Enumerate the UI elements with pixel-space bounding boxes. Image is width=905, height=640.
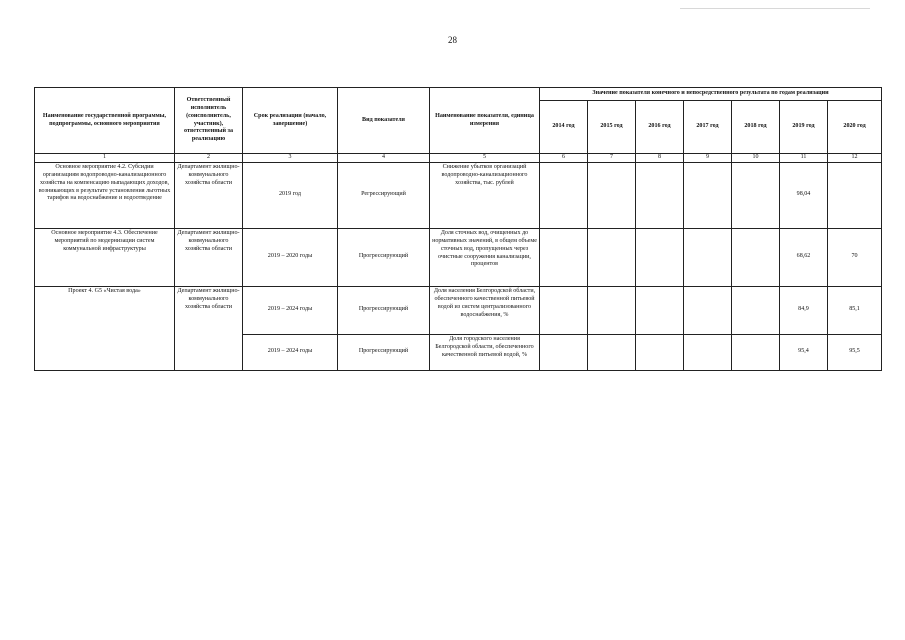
column-number: 2	[175, 154, 243, 163]
column-number: 4	[338, 154, 430, 163]
row-indicator-name: Доля городского населения Белгородской области, обеспеченного качественной питьевой водой, %	[430, 334, 540, 370]
row-indicator-name: Снижение убытков организаций водопроводно-канализационного хозяйства, тыс. рублей	[430, 162, 540, 228]
row-value: 95,4	[780, 334, 828, 370]
row-responsible: Департамент жилищно-коммунального хозяйства области	[175, 162, 243, 228]
row-indicator-type: Прогрессирующий	[338, 228, 430, 286]
row-period: 2019 – 2024 годы	[243, 286, 338, 334]
row-value: 84,9	[780, 286, 828, 334]
column-number: 6	[540, 154, 588, 163]
row-value	[732, 228, 780, 286]
page-number: 28	[448, 35, 457, 45]
row-indicator-type: Прогрессирующий	[338, 286, 430, 334]
row-value: 95,5	[828, 334, 882, 370]
row-value	[588, 162, 636, 228]
indicators-table	[34, 87, 882, 371]
scan-artifact-line	[680, 8, 870, 9]
row-value	[828, 162, 882, 228]
row-value	[636, 334, 684, 370]
header-year: 2015 год	[588, 101, 636, 154]
row-value	[732, 286, 780, 334]
row-value	[540, 286, 588, 334]
header-year: 2018 год	[732, 101, 780, 154]
row-value: 68,62	[780, 228, 828, 286]
row-value: 98,04	[780, 162, 828, 228]
column-number: 1	[35, 154, 175, 163]
row-value	[588, 334, 636, 370]
column-number: 8	[636, 154, 684, 163]
column-number: 12	[828, 154, 882, 163]
column-number: 5	[430, 154, 540, 163]
row-responsible: Департамент жилищно-коммунального хозяйства области	[175, 286, 243, 370]
header-year: 2016 год	[636, 101, 684, 154]
row-indicator-name: Доля сточных вод, очищенных до нормативных значений, в общем объеме сточных вод, пропущенных через очистные сооружения канализации, процентов	[430, 228, 540, 286]
table-row	[35, 162, 882, 228]
column-number: 7	[588, 154, 636, 163]
header-indicator-type: Вид показателя	[338, 88, 430, 154]
row-value	[636, 162, 684, 228]
row-period: 2019 – 2024 годы	[243, 334, 338, 370]
row-value	[636, 228, 684, 286]
row-value	[684, 286, 732, 334]
row-value	[732, 162, 780, 228]
header-indicator-name: Наименование показателя, единица измерения	[430, 88, 540, 154]
column-number: 10	[732, 154, 780, 163]
row-name: Основное мероприятие 4.2. Субсидии организациям водопроводно-канализационного хозяйства на компенсацию выпадающих доходов, возникающих в результате установления льготных тарифов на водоснабжение и водоотведение	[35, 162, 175, 228]
row-value	[588, 228, 636, 286]
table-row	[35, 286, 882, 334]
column-number: 11	[780, 154, 828, 163]
row-indicator-type: Регрессирующий	[338, 162, 430, 228]
row-indicator-name: Доля населения Белгородской области, обеспеченного качественной питьевой водой из систем централизованного водоснабжения, %	[430, 286, 540, 334]
row-name: Основное мероприятие 4.3. Обеспечение мероприятий по модернизации систем коммунальной инфраструктуры	[35, 228, 175, 286]
row-value	[540, 162, 588, 228]
row-value	[540, 228, 588, 286]
header-values-group: Значение показателя конечного и непосредственного результата по годам реализации	[540, 88, 882, 101]
row-value	[684, 334, 732, 370]
row-value	[732, 334, 780, 370]
header-period: Срок реализации (начало, завершение)	[243, 88, 338, 154]
row-value	[684, 228, 732, 286]
header-responsible: Ответственный исполнитель (соисполнитель, участник), ответственный за реализацию	[175, 88, 243, 154]
header-year: 2020 год	[828, 101, 882, 154]
row-period: 2019 – 2020 годы	[243, 228, 338, 286]
row-value	[684, 162, 732, 228]
table-row	[35, 228, 882, 286]
row-value	[636, 286, 684, 334]
row-period: 2019 год	[243, 162, 338, 228]
header-name: Наименование государственной программы, подпрограммы, основного мероприятия	[35, 88, 175, 154]
row-responsible: Департамент жилищно-коммунального хозяйства области	[175, 228, 243, 286]
header-year: 2019 год	[780, 101, 828, 154]
row-value	[540, 334, 588, 370]
header-year: 2017 год	[684, 101, 732, 154]
column-number: 3	[243, 154, 338, 163]
row-value: 70	[828, 228, 882, 286]
row-value: 85,1	[828, 286, 882, 334]
row-value	[588, 286, 636, 334]
row-name: Проект 4. G5 «Чистая вода»	[35, 286, 175, 370]
header-year: 2014 год	[540, 101, 588, 154]
column-number: 9	[684, 154, 732, 163]
row-indicator-type: Прогрессирующий	[338, 334, 430, 370]
